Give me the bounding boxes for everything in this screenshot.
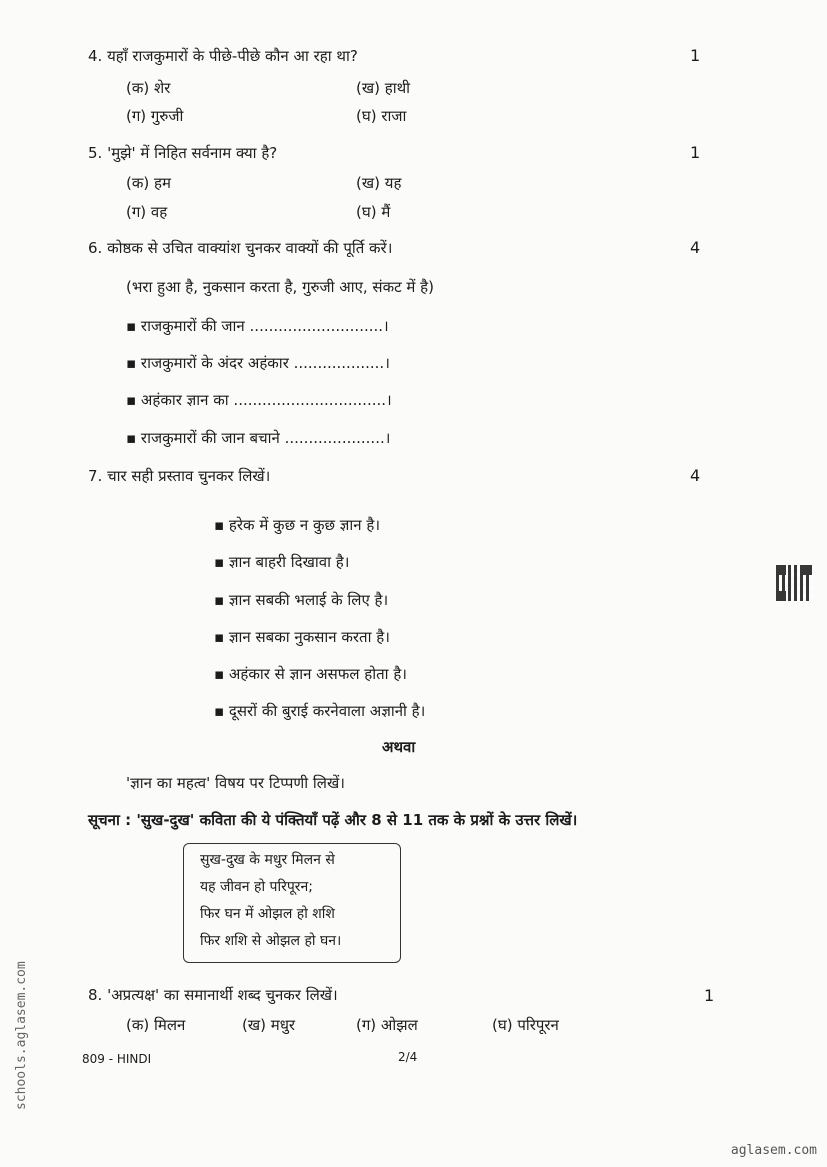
q7-item-5: ▪ अहंकार से ज्ञान असफल होता है।	[214, 665, 407, 683]
q6-phrase-box: (भरा हुआ है, नुकसान करता है, गुरुजी आए, संकट में है)	[126, 278, 434, 296]
q4-option-b: (ख) हाथी	[356, 79, 411, 97]
poem-box	[183, 843, 401, 963]
q4-marks: 1	[690, 46, 701, 65]
q5-option-d: (घ) मैं	[356, 203, 391, 221]
q7-item-2: ▪ ज्ञान बाहरी दिखावा है।	[214, 553, 350, 571]
q7-marks: 4	[690, 466, 701, 485]
q8-option-b: (ख) मधुर	[242, 1016, 296, 1034]
q7-item-4: ▪ ज्ञान सबका नुकसान करता है।	[214, 628, 390, 646]
q7-item-3: ▪ ज्ञान सबकी भलाई के लिए है।	[214, 591, 389, 609]
q8-option-c: (ग) ओझल	[356, 1016, 418, 1034]
q6-item-4: ▪ राजकुमारों की जान बचाने .....................।	[126, 429, 391, 447]
notice: सूचना : 'सुख-दुख' कविता की ये पंक्तियाँ पढ़ें और 8 से 11 तक के प्रश्नों के उत्तर लिखें।	[88, 811, 578, 829]
q5-option-c: (ग) वह	[126, 203, 168, 221]
q7-alternative: 'ज्ञान का महत्व' विषय पर टिप्पणी लिखें।	[126, 774, 345, 792]
q8-question: 8. 'अप्रत्यक्ष' का समानार्थी शब्द चुनकर लिखें।	[88, 986, 338, 1004]
q6-item-1: ▪ राजकुमारों की जान ............................।	[126, 317, 389, 335]
poem-line-3: फिर घन में ओझल हो शशि	[200, 906, 335, 922]
poem-line-2: यह जीवन हो परिपूरन;	[200, 879, 314, 895]
q8-option-d: (घ) परिपूरन	[492, 1016, 559, 1034]
q4-option-a: (क) शेर	[126, 79, 171, 97]
q5-option-a: (क) हम	[126, 174, 171, 192]
q5-option-b: (ख) यह	[356, 174, 402, 192]
q4-option-d: (घ) राजा	[356, 107, 407, 125]
q6-marks: 4	[690, 238, 701, 257]
q6-question: 6. कोष्ठक से उचित वाक्यांश चुनकर वाक्यों की पूर्ति करें।	[88, 239, 393, 257]
q4-option-c: (ग) गुरुजी	[126, 107, 184, 125]
q6-item-3: ▪ अहंकार ज्ञान का ................................।	[126, 391, 392, 409]
q8-marks: 1	[704, 986, 715, 1005]
poem-line-4: फिर शशि से ओझल हो घन।	[200, 933, 342, 949]
q7-or: अथवा	[382, 738, 416, 756]
q7-question: 7. चार सही प्रस्ताव चुनकर लिखें।	[88, 467, 271, 485]
footer-page: 2/4	[398, 1050, 418, 1064]
watermark: aglasem.com	[730, 1143, 817, 1158]
q5-marks: 1	[690, 143, 701, 162]
q7-item-1: ▪ हरेक में कुछ न कुछ ज्ञान है।	[214, 516, 381, 534]
poem-line-1: सुख-दुख के मधुर मिलन से	[200, 852, 335, 868]
q8-option-a: (क) मिलन	[126, 1016, 186, 1034]
qr-code-icon	[776, 565, 812, 601]
q6-item-2: ▪ राजकुमारों के अंदर अहंकार ...................।	[126, 354, 390, 372]
q4-question: 4. यहाँ राजकुमारों के पीछे-पीछे कौन आ रहा था?	[88, 47, 358, 65]
side-url: schools.aglasem.com	[14, 961, 29, 1110]
q7-item-6: ▪ दूसरों की बुराई करनेवाला अज्ञानी है।	[214, 702, 426, 720]
footer-code: 809 - HINDI	[82, 1052, 152, 1066]
q5-question: 5. 'मुझे' में निहित सर्वनाम क्या है?	[88, 144, 278, 162]
